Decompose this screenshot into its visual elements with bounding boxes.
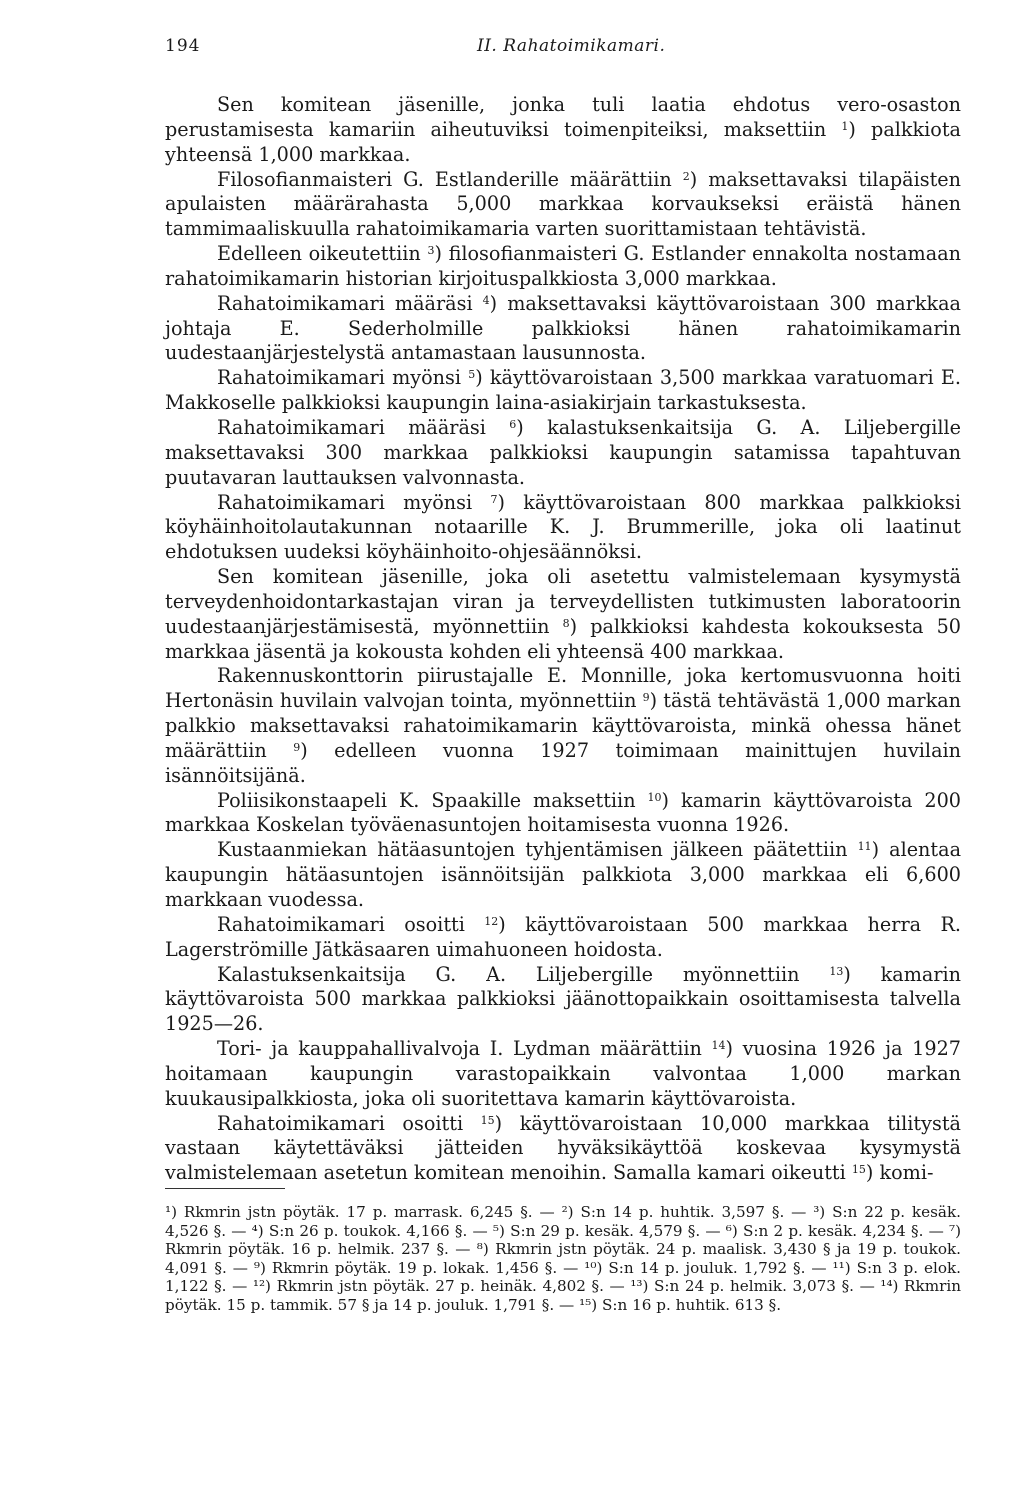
paragraph: Rahatoimikamari myönsi $^7$) käyttövaroistaan 800 markkaa palkkioksi köyhäinhoitolautakunnan notaarille K. J. Brummerille, joka oli laatinut ehdotuksen uudeksi köyhäinhoito-ohjesäännöksi. [165,490,961,564]
footnote-ref[interactable]: 3 [427,244,435,258]
footnote-ref[interactable]: 1 [841,119,849,133]
footnote-ref[interactable]: 12 [484,914,499,928]
footnote-ref[interactable]: 15 [851,1163,866,1177]
paragraph: Rahatoimikamari myönsi $^5$) käyttövaroistaan 3,500 markkaa varatuomari E. Makkoselle palkkioksi kaupungin laina-asiakirjain tarkastuksesta. [165,366,961,415]
paragraph: Sen komitean jäsenille, joka oli asetettu valmistelemaan kysymystä terveydenhoidontarkastajan viran ja terveydellisten tutkimusten laboratoorin uudestaanjärjestämisestä, myönnettiin $^8$) palkkioksi kahdesta kokouksesta 50 markkaa jäsentä ja kokousta kohden eli yhteensä 400 markkaa. [165,565,961,663]
footnote-divider [165,1188,285,1189]
footnote-ref[interactable]: 6 [509,417,517,431]
paragraph: Rahatoimikamari osoitti $^{12}$) käyttövaroistaan 500 markkaa herra R. Lagerströmille Jätkäsaaren uimahuoneen hoidosta. [165,912,961,961]
footnote-ref[interactable]: 9 [642,691,650,705]
paragraph: Rahatoimikamari määräsi $^6$) kalastuksenkaitsija G. A. Liljebergille maksettavaksi 300 markkaa palkkioksi kaupungin satamissa tapahtuvan puutavaran lauttauksen valvonnasta. [165,415,961,489]
footnote-ref[interactable]: 10 [647,790,662,804]
body-text [165,93,961,1186]
paragraph: Sen komitean jäsenille, jonka tuli laatia ehdotus vero-osaston perustamisesta kamariin aiheutuviksi toimenpiteiksi, maksettiin $^1$) palkkiota yhteensä 1,000 markkaa. [165,93,961,166]
paragraph: Filosofianmaisteri G. Estlanderille määrättiin $^2$) maksettavaksi tilapäisten apulaisten määrärahasta 5,000 markkaa korvaukseksi eräistä hänen tammimaaliskuulla rahatoimikamaria varten suorittamistaan tehtävistä. [165,167,961,241]
paragraph: Kalastuksenkaitsija G. A. Liljebergille myönnettiin $^{13}$) kamarin käyttövaroista 500 markkaa palkkioksi jäänottopaikkain osoittamisesta talvella 1925—26. [165,962,961,1036]
paragraph: Rahatoimikamari osoitti $^{15}$) käyttövaroistaan 10,000 markkaa tilitystä vastaan käytettäväksi jätteiden hyväksikäyttöä koskevaa kysymystä valmistelemaan asetetun komitean menoihin. Samalla kamari oikeutti $^{15}$) komi- [165,1111,961,1185]
paragraph: Kustaanmiekan hätäasuntojen tyhjentämisen jälkeen päätettiin $^{11}$) alentaa kaupungin hätäasuntojen isännöitsijän palkkiota 3,000 markkaa eli 6,600 markkaan vuodessa. [165,838,962,911]
paragraph: Poliisikonstaapeli K. Spaakille maksettiin $^{10}$) kamarin käyttövaroista 200 markkaa Koskelan työväenasuntojen hoitamisesta vuonna 1926. [165,788,961,837]
footnote-ref[interactable]: 2 [682,169,690,183]
footnotes [165,1203,961,1315]
footnote-ref[interactable]: 13 [829,964,844,978]
paragraph: Rakennuskonttorin piirustajalle E. Monnille, joka kertomusvuonna hoiti Hertonäsin huvilain valvojan tointa, myönnettiin $^9$) tästä tehtävästä 1,000 markan palkkio maksettavaksi rahatoimikamarin käyttövaroista, minkä ohessa hänet määrättiin $^9$) edelleen vuonna 1927 toimimaan mainittujen huvilain isännöitsijänä. [165,664,962,787]
footnote-ref[interactable]: 5 [468,368,476,382]
footnote-text: ¹) Rkmrin jstn pöytäk. 17 p. marrask. 6,245 §. — ²) S:n 14 p. huhtik. 3,597 §. — ³) S:n 22 p. kesäk. 4,526 §. — ⁴) S:n 26 p. toukok. 4,166 §. — ⁵) S:n 29 p. kesäk. 4,579 §. — ⁶) S:n 2 p. kesäk. 4,234 §. — ⁷) Rkmrin pöytäk. 16 p. helmik. 237 §. — ⁸) Rkmrin jstn pöytäk. 24 p. maalisk. 3,430 § ja 19 p. toukok. 4,091 §. — ⁹) Rkmrin pöytäk. 19 p. lokak. 1,456 §. — ¹⁰) S:n 14 p. jouluk. 1,792 §. — ¹¹) S:n 3 p. elok. 1,122 §. — ¹²) Rkmrin jstn pöytäk. 27 p. heinäk. 4,802 §. — ¹³) S:n 24 p. helmik. 3,073 §. — ¹⁴) Rkmrin pöytäk. 15 p. tammik. 57 § ja 14 p. jouluk. 1,791 §. — ¹⁵) S:n 16 p. huhtik. 613 §. [165,1203,961,1314]
footnote-ref[interactable]: 8 [562,616,570,630]
paragraph: Rahatoimikamari määräsi $^4$) maksettavaksi käyttövaroistaan 300 markkaa johtaja E. Sederholmille palkkioksi hänen rahatoimikamarin uudestaanjärjestelystä antamastaan lausunnosta. [165,291,961,365]
footnote-ref[interactable]: 9 [293,740,301,754]
running-title: II. Rahatoimikamari. [477,36,666,56]
footnote-ref[interactable]: 11 [857,840,872,854]
paragraph: Edelleen oikeutettiin $^3$) filosofianmaisteri G. Estlander ennakolta nostamaan rahatoimikamarin historian kirjoituspalkkiosta 3,000 markkaa. [165,242,961,290]
page-header [165,36,955,60]
footnote-ref[interactable]: 7 [490,492,498,506]
paragraph: Tori- ja kauppahallivalvoja I. Lydman määrättiin $^{14}$) vuosina 1926 ja 1927 hoitamaan kaupungin varastopaikkain valvontaa 1,000 markan kuukausipalkkiosta, joka oli suoritettava kamarin käyttövaroista. [165,1037,961,1110]
footnote-ref[interactable]: 14 [711,1039,726,1053]
page-number: 194 [165,36,201,56]
footnote-ref[interactable]: 15 [480,1113,495,1127]
footnote-ref[interactable]: 4 [482,293,490,307]
